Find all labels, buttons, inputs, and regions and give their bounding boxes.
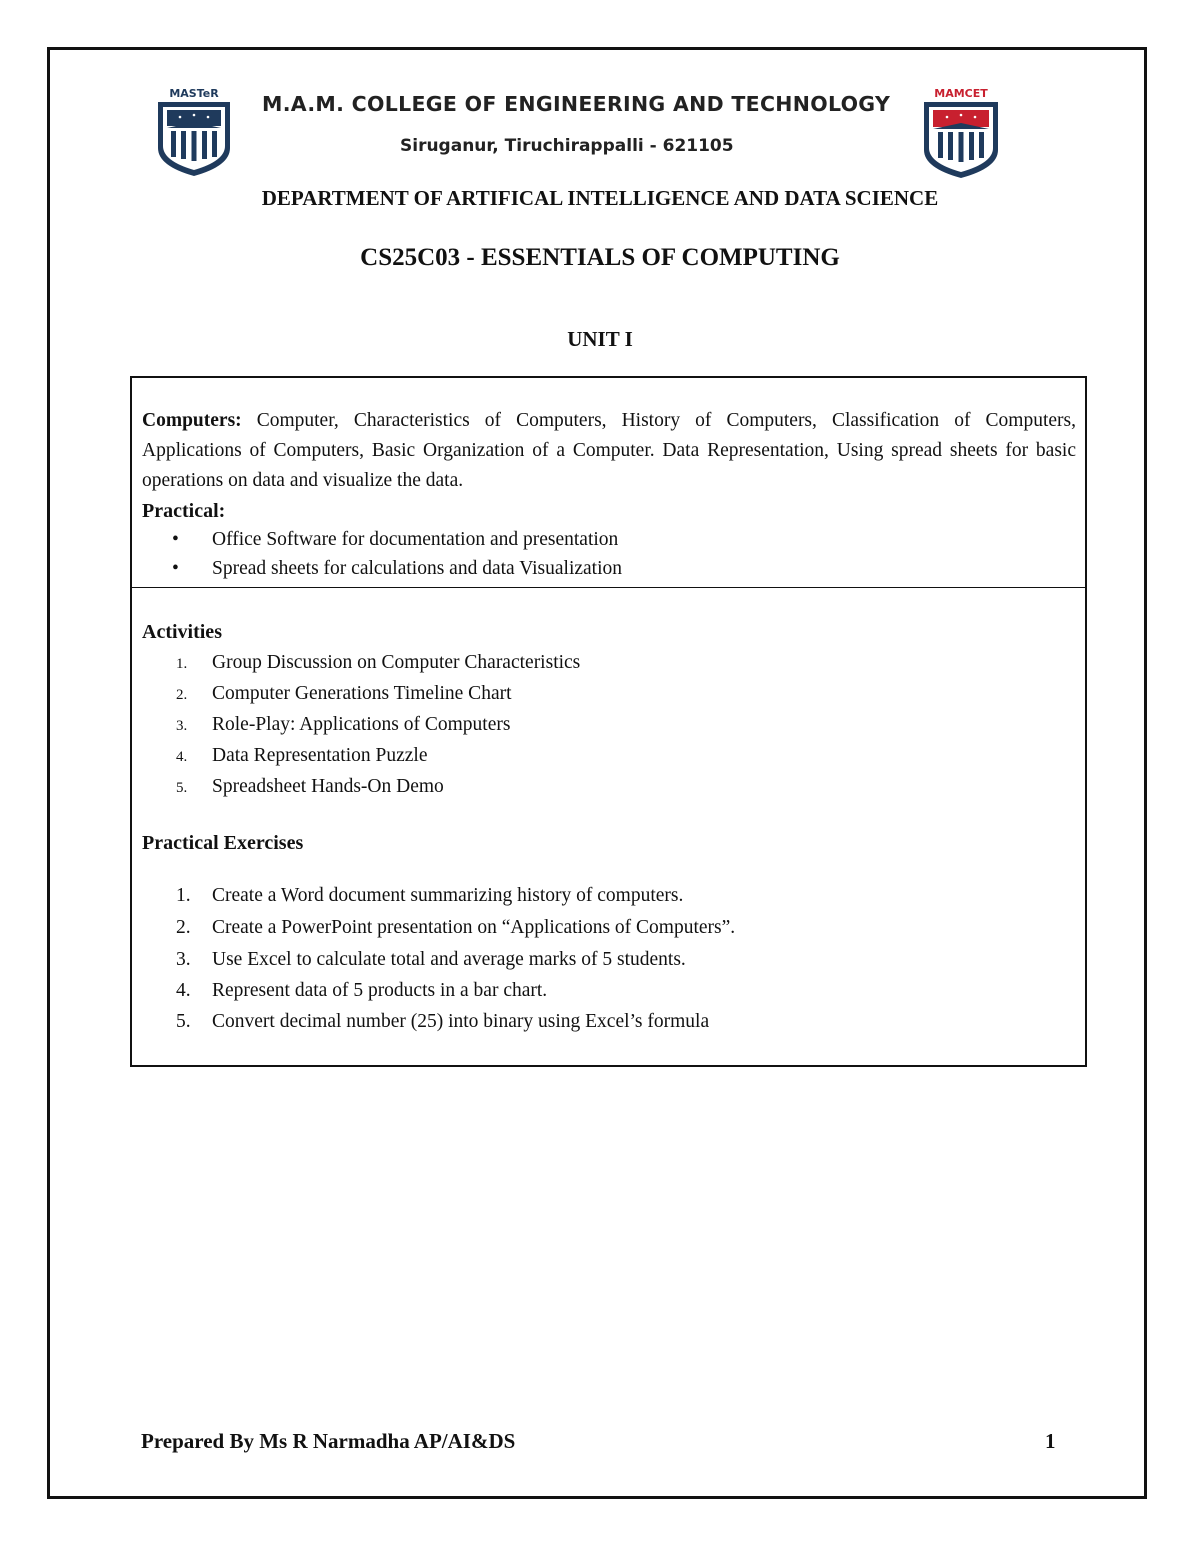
activity-item: 1. Group Discussion on Computer Characteristics [176, 652, 581, 673]
bullet-icon: • [172, 529, 179, 550]
department-title: DEPARTMENT OF ARTIFICAL INTELLIGENCE AND DATA SCIENCE [261, 186, 939, 210]
bullet-icon: • [172, 558, 179, 579]
activities-heading: Activities [142, 621, 222, 643]
mamcet-logo [918, 86, 1004, 180]
exercise-item: 2. Create a PowerPoint presentation on “Applications of Computers”. [176, 917, 736, 938]
page-number: 1 [1045, 1429, 1056, 1453]
unit-title: UNIT I [567, 327, 633, 351]
topic-text: Computer, Characteristics of Computers, History of Computers, Classification of Computers, Applications of Computers, Basic Organization of a Computer. Data Representation, Using spread sheets for basic operations on data and visualize the data. [142, 410, 1076, 491]
syllabus-box [130, 376, 1087, 1067]
practical-exercises-heading: Practical Exercises [142, 832, 304, 854]
activity-item: 2. Computer Generations Timeline Chart [176, 683, 512, 704]
topic-label: Computers: [142, 410, 242, 431]
practical-item: • Spread sheets for calculations and data Visualization [172, 558, 623, 579]
activity-item: 3. Role-Play: Applications of Computers [176, 714, 511, 735]
college-name: M.A.M. COLLEGE OF ENGINEERING AND TECHNOLOGY [262, 92, 891, 116]
exercise-item: 5. Convert decimal number (25) into binary using Excel’s formula [176, 1011, 710, 1032]
prepared-by: Prepared By Ms R Narmadha AP/AI&DS [141, 1429, 516, 1453]
course-title: CS25C03 - ESSENTIALS OF COMPUTING [360, 244, 840, 271]
mamcet-logo-text: MAMCET [934, 87, 988, 100]
exercise-item: 4. Represent data of 5 products in a bar chart. [176, 980, 548, 1001]
activity-item: 5. Spreadsheet Hands-On Demo [176, 776, 444, 797]
activity-item: 4. Data Representation Puzzle [176, 745, 428, 766]
college-address: Siruganur, Tiruchirappalli - 621105 [400, 136, 734, 156]
exercise-item: 1. Create a Word document summarizing history of computers. [176, 885, 684, 906]
practical-item: • Office Software for documentation and presentation [172, 529, 619, 550]
exercise-item: 3. Use Excel to calculate total and average marks of 5 students. [176, 949, 686, 970]
section-divider [132, 587, 1085, 588]
practical-heading: Practical: [142, 500, 226, 522]
master-logo-text: MASTeR [169, 87, 219, 100]
syllabus-paragraph [142, 406, 1076, 496]
master-logo [152, 86, 236, 178]
